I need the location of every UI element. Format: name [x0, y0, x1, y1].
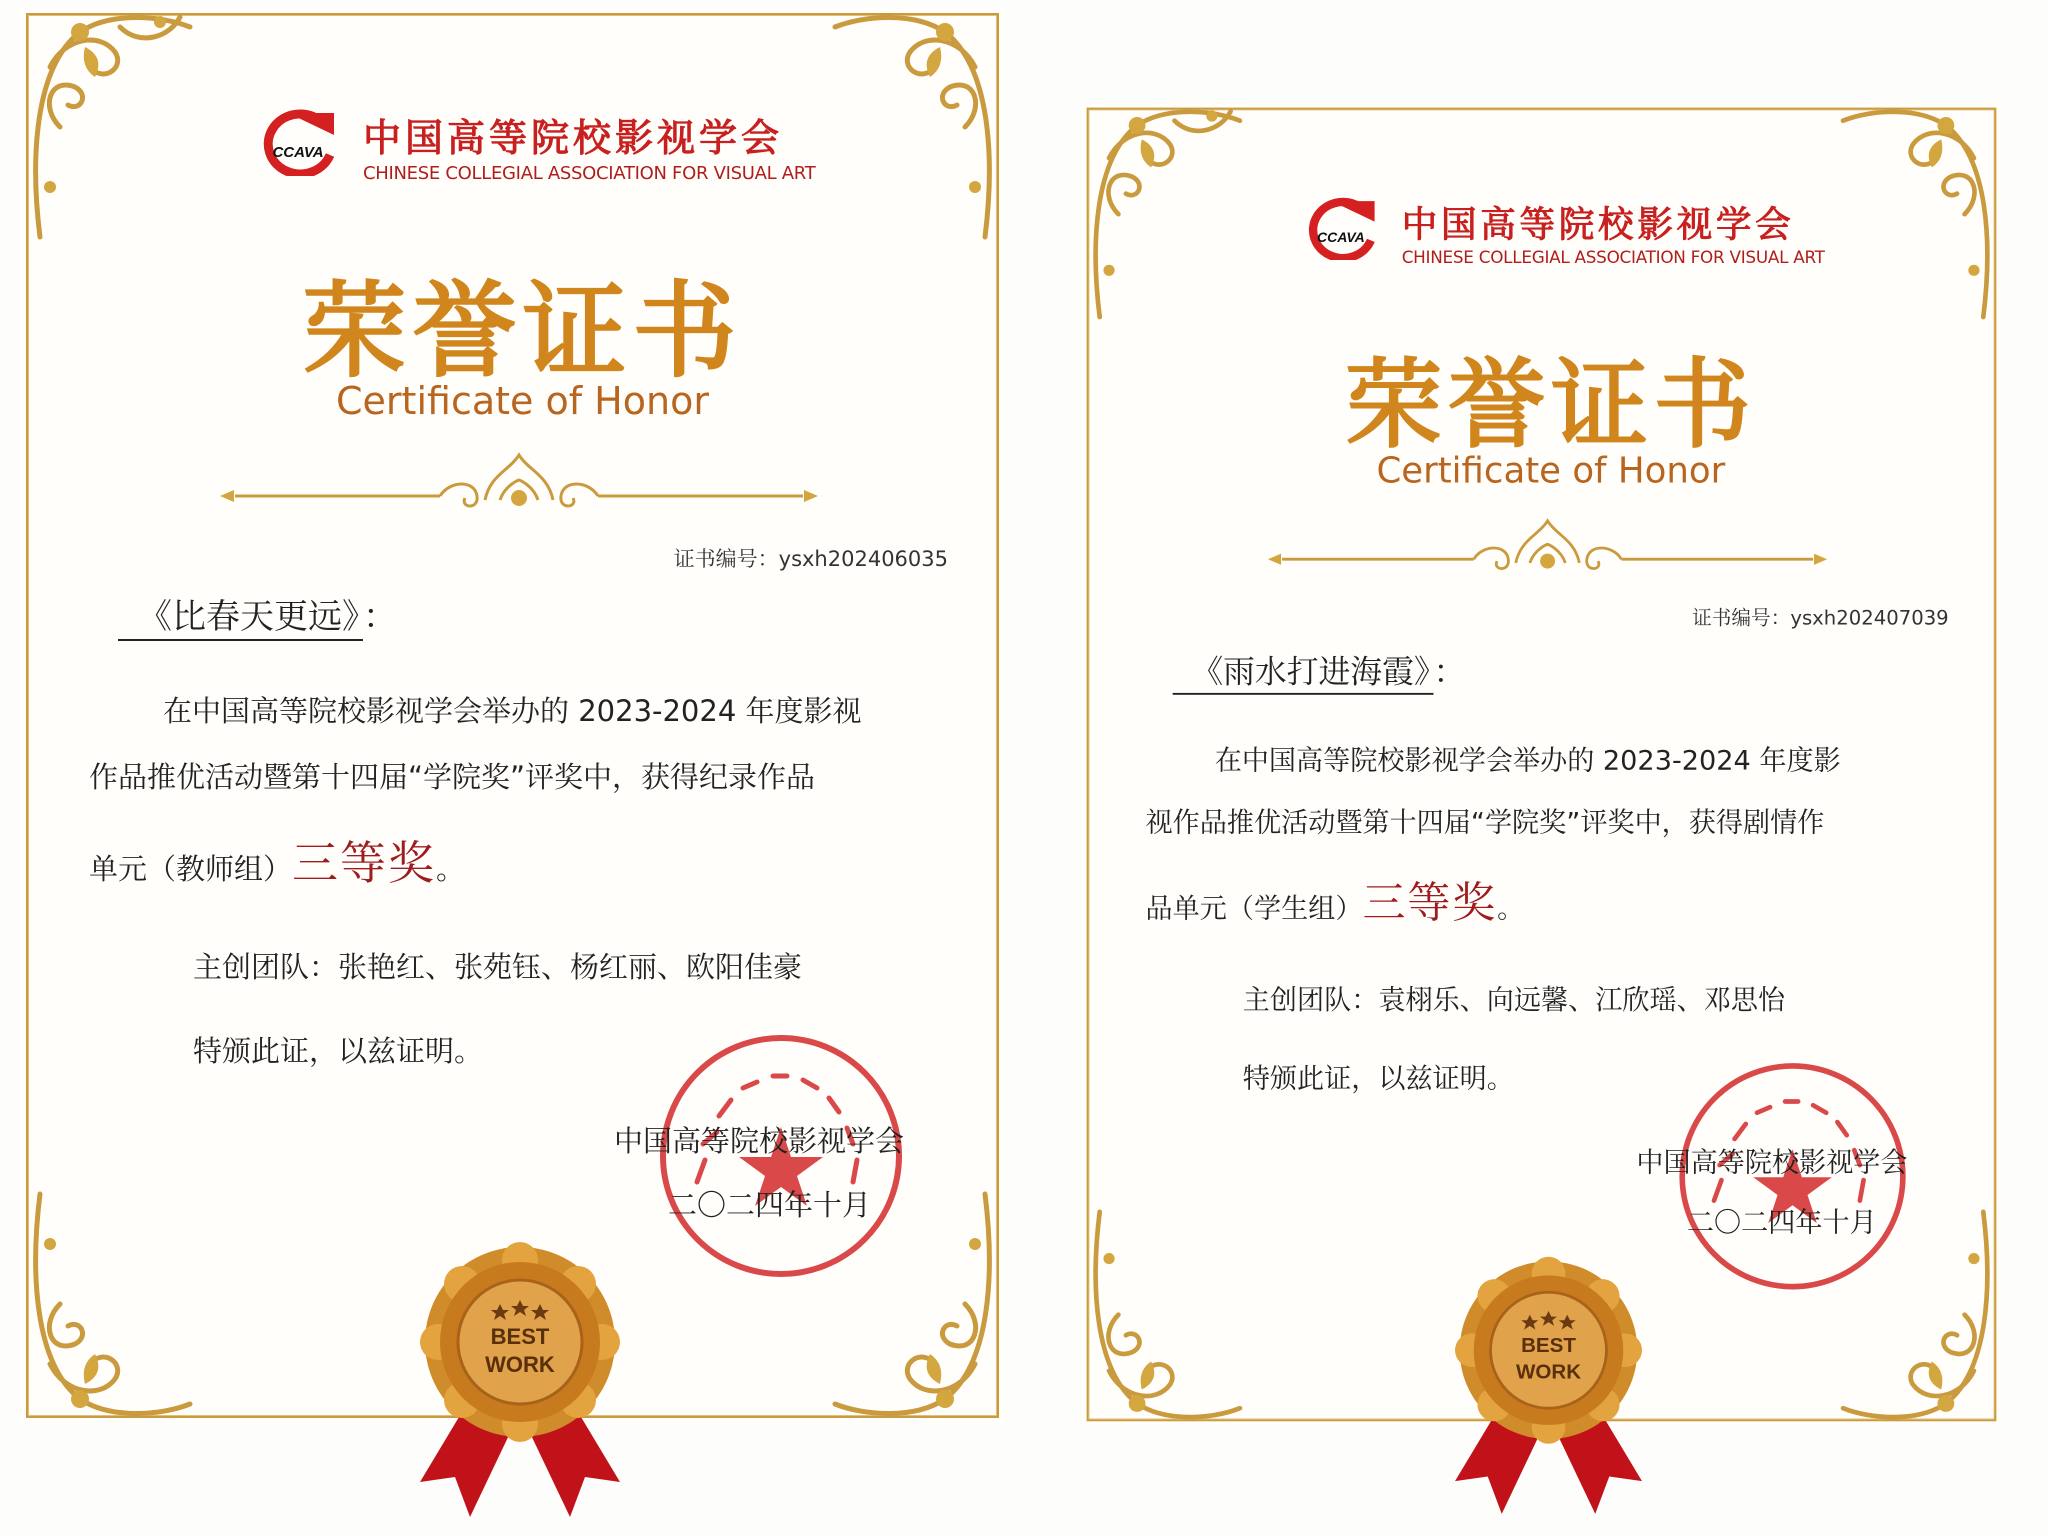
organization-name-cn: 中国高等院校影视学会: [363, 115, 784, 160]
certificate-title-en: Certificate of Honor: [336, 379, 709, 423]
certificate-number: 证书编号：ysxh202406035: [673, 547, 948, 571]
issuing-organization: 中国高等院校影视学会: [1636, 1146, 1908, 1179]
corner-flourish-icon: [1081, 102, 1259, 326]
body-text-line-2: 作品推优活动暨第十四届“学院奖”评奖中，获得纪录作品: [89, 760, 816, 794]
organization-name-en: CHINESE COLLEGIAL ASSOCIATION FOR VISUAL ART: [363, 163, 816, 184]
svg-text:BEST: BEST: [1521, 1334, 1576, 1358]
certificate-title-en: Certificate of Honor: [1376, 449, 1726, 491]
work-title-line: 《比春天更远》 ：: [118, 589, 397, 638]
organization-name-en: CHINESE COLLEGIAL ASSOCIATION FOR VISUAL ART: [1401, 247, 1825, 268]
award-level: 三等奖: [292, 836, 437, 890]
issuing-organization: 中国高等院校影视学会: [614, 1124, 905, 1158]
work-title: 《比春天更远》: [118, 597, 363, 641]
creative-team: 主创团队：张艳红、张苑钰、杨红丽、欧阳佳豪: [193, 950, 803, 984]
body-text-line-1: 在中国高等院校影视学会举办的 2023-2024 年度影: [1214, 744, 1841, 777]
issue-date: 二〇二四年十月: [1686, 1206, 1877, 1239]
corner-flourish-icon: [815, 7, 1005, 247]
body-text-line-3: 单元（教师组）三等奖。: [89, 836, 466, 890]
body-text-line-2: 视作品推优活动暨第十四届“学院奖”评奖中，获得剧情作: [1145, 806, 1825, 838]
work-title-line: 《雨水打进海霞》 ：: [1173, 646, 1466, 692]
certificate-number: 证书编号：ysxh202407039: [1692, 606, 1949, 630]
award-level: 三等奖: [1362, 877, 1498, 928]
ccava-logo: [1294, 194, 1380, 260]
organization-name-cn: 中国高等院校影视学会: [1401, 202, 1795, 246]
closing-statement: 特颁此证，以兹证明。: [193, 1034, 484, 1068]
creative-team: 主创团队：袁栩乐、向远馨、江欣瑶、邓思怡: [1242, 983, 1786, 1016]
closing-statement: 特颁此证，以兹证明。: [1242, 1062, 1514, 1095]
svg-text:WORK: WORK: [485, 1352, 555, 1377]
ornamental-divider-icon: [1263, 516, 1831, 578]
corner-flourish-icon: [1081, 1202, 1259, 1426]
svg-text:CCAVA: CCAVA: [1317, 229, 1365, 246]
issue-date: 二〇二四年十月: [668, 1188, 872, 1222]
best-work-seal-icon: [400, 1232, 640, 1532]
certificate-title-cn: 荣誉证书: [302, 269, 743, 392]
certificate-drama-student: [1081, 102, 2002, 1427]
best-work-seal-icon: [1436, 1247, 1660, 1528]
ornamental-divider-icon: [215, 450, 823, 516]
ccava-logo: [248, 105, 340, 176]
work-title: 《雨水打进海霞》: [1173, 654, 1434, 695]
svg-text:CCAVA: CCAVA: [272, 144, 324, 161]
body-text-line-3: 品单元（学生组）三等奖。: [1145, 877, 1525, 928]
corner-flourish-icon: [20, 1184, 210, 1424]
corner-flourish-icon: [1824, 102, 2002, 326]
body-text-line-1: 在中国高等院校影视学会举办的 2023-2024 年度影视: [163, 694, 862, 728]
certificate-documentary-teacher: [20, 7, 1005, 1424]
corner-flourish-icon: [20, 7, 210, 247]
certificate-title-cn: 荣誉证书: [1345, 346, 1757, 462]
svg-text:WORK: WORK: [1515, 1360, 1582, 1384]
svg-text:BEST: BEST: [490, 1324, 550, 1349]
